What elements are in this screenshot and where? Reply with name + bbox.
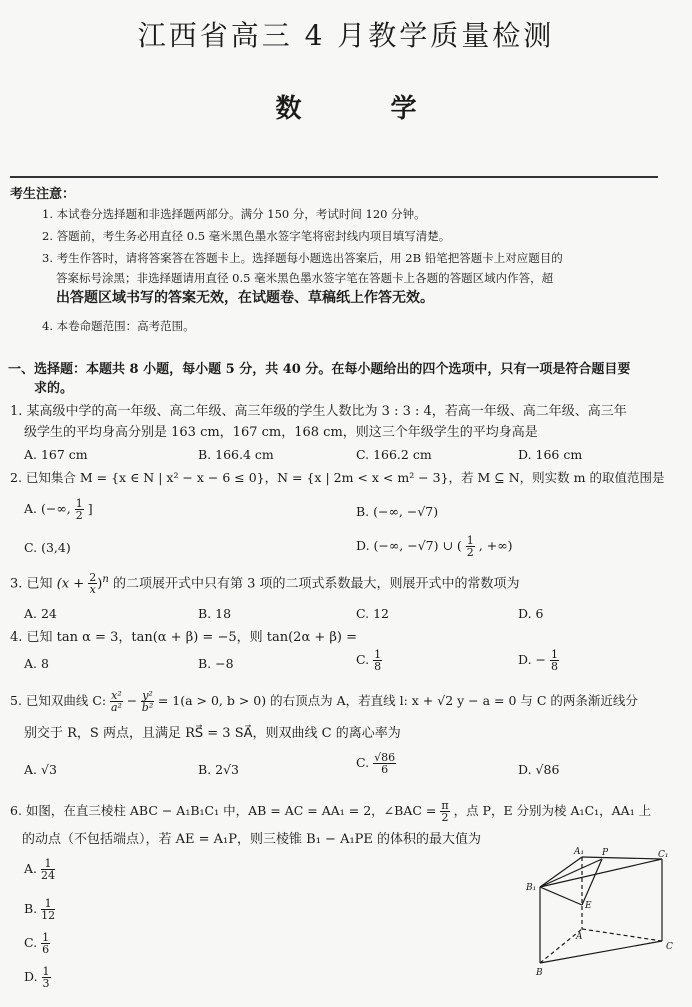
q2-d-prefix: D. (−∞, −√7) ∪ ( bbox=[356, 538, 462, 553]
q3-prefix: 3. 已知 bbox=[10, 576, 53, 592]
q6-a-fraction bbox=[41, 858, 55, 881]
question-2-stem: 2. 已知集合 M = {x ∈ N | x² − x − 6 ≤ 0}，N = {x | 2m < x < m² − 3}，若 M ⊆ N，则实数 m 的取值范围是 bbox=[10, 470, 665, 485]
q6-a-num: 1 bbox=[41, 858, 55, 870]
q4-option-b: B. −8 bbox=[198, 656, 234, 671]
label-p: P bbox=[602, 848, 609, 858]
q6-option-b bbox=[24, 898, 55, 921]
q2-a-suffix: ] bbox=[87, 501, 93, 516]
q6-c-prefix: C. bbox=[24, 935, 38, 950]
segment-b1-p bbox=[540, 859, 602, 887]
q6-line1-rest: ，点 P，E 分别为棱 A₁C₁，AA₁ 上 bbox=[453, 803, 652, 818]
q2-a-num: 1 bbox=[75, 497, 83, 510]
q2-d-suffix: , +∞) bbox=[478, 538, 513, 553]
q3-expr-open: (x + bbox=[56, 576, 85, 592]
question-1-line2: 级学生的平均身高分别是 163 cm，167 cm，168 cm，则这三个年级学生的平均身高是 bbox=[24, 425, 538, 440]
q3-option-d: D. 6 bbox=[518, 606, 544, 621]
q3-expr-close: ) bbox=[97, 576, 103, 592]
q6-option-d bbox=[24, 966, 51, 989]
prism-figure bbox=[522, 845, 682, 980]
q5-f1-num: x² bbox=[111, 689, 122, 702]
q5-minus: − bbox=[126, 693, 138, 708]
q6-a-den: 24 bbox=[41, 869, 55, 882]
q6-d-fraction bbox=[42, 966, 51, 989]
q6-d-num: 1 bbox=[42, 965, 50, 978]
notice-item-3: 3. 考生作答时，请将答案答在答题卡上。选择题每小题选出答案后，用 2B 铅笔把答题卡上对应题目的 bbox=[42, 251, 563, 265]
label-e: E bbox=[585, 901, 592, 911]
q5-option-d: D. √86 bbox=[518, 762, 560, 777]
q5-c-fraction bbox=[373, 752, 396, 775]
q6-angle-fraction bbox=[440, 800, 449, 823]
edge-a1-c1 bbox=[582, 857, 662, 859]
q2-option-b: B. (−∞, −√7) bbox=[356, 504, 439, 519]
q6-d-prefix: D. bbox=[24, 969, 38, 984]
q5-fraction-1 bbox=[110, 690, 123, 713]
q2-d-fraction bbox=[466, 535, 475, 558]
q5-f1-den: a² bbox=[110, 701, 122, 714]
question-5-line2: 别交于 R，S 两点，且满足 RS⃗ = 3 SA⃗，则双曲线 C 的离心率为 bbox=[24, 726, 401, 741]
q4-c-fraction bbox=[373, 649, 382, 672]
edge-b1-c1 bbox=[540, 859, 662, 887]
q5-f2-num: y² bbox=[142, 689, 153, 702]
q6-b-num: 1 bbox=[41, 898, 55, 910]
q6-b-den: 12 bbox=[41, 909, 56, 922]
question-6-line1 bbox=[10, 800, 665, 823]
subject-title: 数 学 bbox=[275, 94, 457, 124]
q6-c-den: 6 bbox=[42, 943, 50, 956]
question-6-line2: 的动点（不包括端点），若 AE = A₁P，则三棱锥 B₁ − A₁PE 的体积的最大值为 bbox=[22, 832, 482, 847]
q3-frac-den: x bbox=[89, 583, 96, 597]
label-b: B bbox=[536, 968, 543, 978]
q5-option-a: A. √3 bbox=[24, 762, 57, 777]
label-b1: B₁ bbox=[526, 883, 537, 893]
q1-option-a: A. 167 cm bbox=[24, 447, 88, 462]
q6-option-c bbox=[24, 932, 50, 955]
q4-d-fraction bbox=[550, 649, 559, 672]
section-heading-line2: 求的。 bbox=[34, 381, 74, 396]
question-4-stem: 4. 已知 tan α = 3，tan(α + β) = −5，则 tan(2α + β) = bbox=[10, 630, 357, 645]
q5-option-c bbox=[356, 752, 396, 775]
q3-option-c: C. 12 bbox=[356, 606, 389, 621]
q2-option-a bbox=[24, 498, 93, 521]
q2-option-c: C. (3,4) bbox=[24, 540, 71, 555]
q4-option-c bbox=[356, 649, 382, 672]
segment-b1-e bbox=[540, 887, 582, 905]
notice-item-1: 1. 本试卷分选择题和非选择题两部分。满分 150 分，考试时间 120 分钟。 bbox=[42, 207, 426, 221]
q1-option-c: C. 166.2 cm bbox=[356, 447, 432, 462]
q5-prefix: 5. 已知双曲线 C: bbox=[10, 693, 107, 708]
label-a1: A₁ bbox=[574, 847, 585, 857]
q2-a-fraction bbox=[75, 498, 84, 521]
q6-b-fraction bbox=[41, 898, 55, 921]
q5-line1-rest: = 1(a > 0, b > 0) 的右顶点为 A，若直线 l: x + √2 y − a = 0 与 C 的两条渐近线分 bbox=[157, 693, 638, 708]
question-3-stem bbox=[10, 570, 665, 595]
q6-b-prefix: B. bbox=[24, 901, 38, 916]
q4-c-num: 1 bbox=[374, 648, 382, 661]
q5-option-b: B. 2√3 bbox=[198, 762, 240, 777]
q3-option-b: B. 18 bbox=[198, 606, 232, 621]
question-1-line1: 1. 某高级中学的高一年级、高二年级、高三年级的学生人数比为 3 : 3 : 4，若高一年级、高二年级、高三年 bbox=[10, 404, 627, 419]
q3-option-a: A. 24 bbox=[24, 606, 57, 621]
q6-option-a bbox=[24, 858, 55, 881]
notice-item-3-cont2: 出答题区域书写的答案无效，在试题卷、草稿纸上作答无效。 bbox=[56, 290, 434, 306]
q6-c-num: 1 bbox=[42, 931, 50, 944]
exam-title: 江西省高三 4 月教学质量检测 bbox=[137, 19, 555, 52]
label-c: C bbox=[666, 942, 673, 952]
q5-c-num: √86 bbox=[374, 751, 396, 764]
q2-d-num: 1 bbox=[466, 534, 474, 547]
q6-a-prefix: A. bbox=[24, 861, 38, 876]
q2-a-den: 2 bbox=[75, 509, 83, 522]
q2-option-d bbox=[356, 535, 513, 558]
q1-option-b: B. 166.4 cm bbox=[198, 447, 274, 462]
q2-a-prefix: A. (−∞, bbox=[24, 501, 71, 516]
q3-exponent: n bbox=[102, 574, 109, 585]
q4-option-d bbox=[518, 649, 559, 672]
q6-angle-den: 2 bbox=[441, 811, 449, 824]
q6-angle-num: π bbox=[441, 799, 449, 812]
q5-c-prefix: C. bbox=[356, 755, 370, 770]
segment-p-e bbox=[582, 859, 602, 905]
notice-heading: 考生注意： bbox=[10, 187, 76, 202]
q6-d-den: 3 bbox=[42, 977, 50, 990]
q5-c-den: 6 bbox=[381, 763, 389, 776]
edge-a-c bbox=[582, 929, 662, 941]
q4-d-den: 8 bbox=[550, 660, 558, 673]
q2-d-den: 2 bbox=[466, 546, 474, 559]
q4-c-prefix: C. bbox=[356, 652, 370, 667]
q5-f2-den: b² bbox=[141, 701, 154, 714]
q1-option-d: D. 166 cm bbox=[518, 447, 583, 462]
question-5-line1 bbox=[10, 690, 665, 713]
q4-d-prefix: D. − bbox=[518, 652, 546, 667]
q4-c-den: 8 bbox=[374, 660, 382, 673]
notice-item-2: 2. 答题前，考生务必用直径 0.5 毫米黑色墨水签字笔将密封线内项目填写清楚。 bbox=[42, 229, 451, 243]
section-heading-line1: 一、选择题：本题共 8 小题，每小题 5 分，共 40 分。在每小题给出的四个选项中，只有一项是符合题目要 bbox=[8, 362, 631, 377]
notice-item-3-cont: 答案标号涂黑；非选择题请用直径 0.5 毫米黑色墨水签字笔在答题卡上各题的答题区域内作答，超 bbox=[56, 271, 554, 285]
edge-b-c bbox=[540, 941, 662, 963]
section-heading bbox=[8, 360, 663, 398]
header-divider bbox=[10, 176, 658, 178]
q3-frac-num: 2 bbox=[89, 571, 97, 585]
q6-line1-prefix: 6. 如图，在直三棱柱 ABC − A₁B₁C₁ 中，AB = AC = AA₁ = 2，∠BAC = bbox=[10, 803, 437, 818]
q3-rest: 的二项展开式中只有第 3 项的二项式系数最大，则展开式中的常数项为 bbox=[112, 576, 520, 592]
q4-d-num: 1 bbox=[550, 648, 558, 661]
q5-fraction-2 bbox=[141, 690, 154, 713]
label-a: A bbox=[576, 932, 583, 942]
q4-option-a: A. 8 bbox=[24, 656, 49, 671]
label-c1: C₁ bbox=[658, 850, 669, 860]
notice-item-4: 4. 本卷命题范围：高考范围。 bbox=[42, 319, 195, 333]
q6-c-fraction bbox=[41, 932, 50, 955]
q3-fraction bbox=[88, 572, 97, 595]
